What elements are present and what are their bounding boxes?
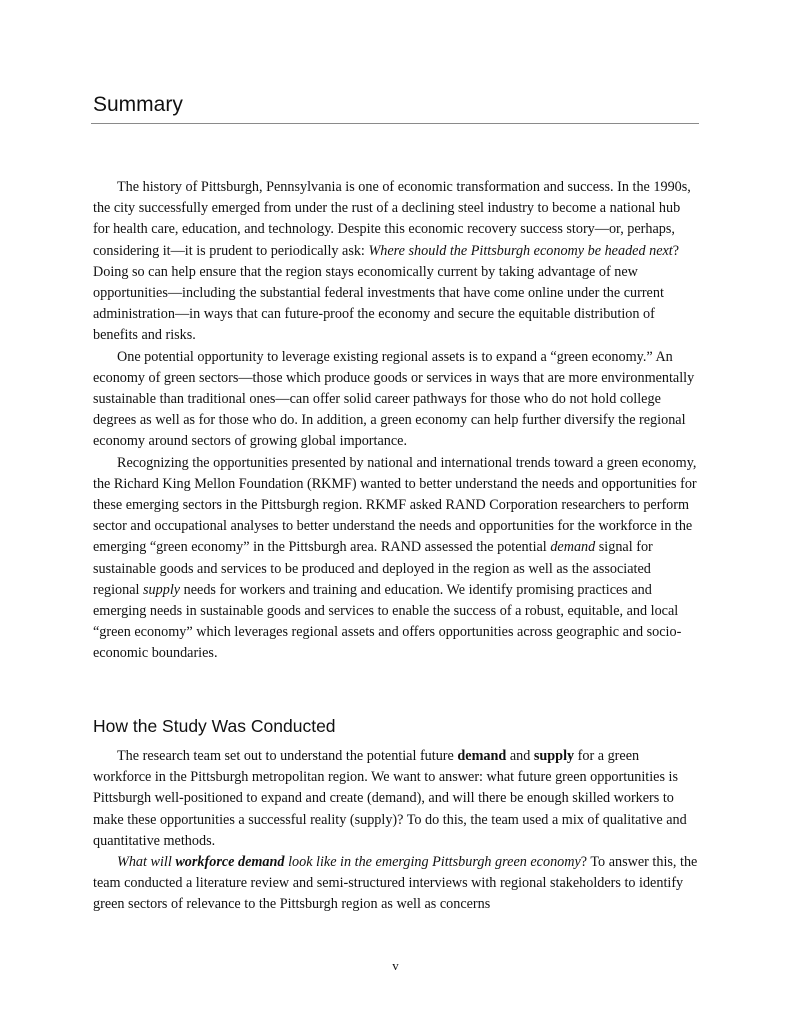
page-title: Summary: [93, 93, 183, 116]
summary-intro: [93, 177, 699, 665]
page-number: v: [392, 958, 399, 973]
study-section: [93, 746, 699, 916]
intro-paragraph-2: One potential opportunity to leverage existing regional assets is to expand a “green economy.” An economy of green sectors—those which produce goods or services in ways that are more environmentally sustainable than traditional ones—can offer solid career pathways for those who do not hold college degrees as well as for those who do. In addition, a green economy can help further diversify the regional economy around sectors of growing global importance.: [93, 348, 695, 450]
study-paragraph-1: The research team set out to understand the potential future demand and supply for a green workforce in the Pittsburgh metropolitan region. We want to answer: what future green opportunities is Pittsburgh well-positioned to expand and create (demand), and will there be enough skilled workers to make these opportunities a successful reality (supply)? To do this, the team used a mix of qualitative and quantitative methods.: [93, 748, 687, 849]
section-heading-study: How the Study Was Conducted: [93, 716, 336, 736]
study-paragraph-2: What will workforce demand look like in the emerging Pittsburgh green economy? To answer this, the team conducted a literature review and semi-structured interviews with regional stakeholders to identify green sectors of relevance to the Pittsburgh region as well as concerns: [93, 854, 698, 913]
intro-paragraph-1: The history of Pittsburgh, Pennsylvania is one of economic transformation and success. In the 1990s, the city successfully emerged from under the rust of a declining steel industry to become a national hub for health care, education, and technology. Despite this economic recovery success story—or, perhaps, considering it—it is prudent to periodically ask: Where should the Pittsburgh economy be headed next? Doing so can help ensure that the region stays economically current by taking advantage of new opportunities—including the substantial federal investments that have come online under the current administration—in ways that can future-proof the economy and secure the equitable distribution of benefits and risks.: [93, 179, 691, 344]
title-divider: [91, 123, 699, 124]
intro-question: Where should the Pittsburgh economy be headed next: [368, 242, 673, 259]
intro-paragraph-3: Recognizing the opportunities presented by national and international trends toward a green economy, the Richard King Mellon Foundation (RKMF) wanted to better understand the needs and opportunities for these emerging sectors in the Pittsburgh region. RKMF asked RAND Corporation researchers to perform sector and occupational analyses to better understand the needs and opportunities for the workforce in the emerging “green economy” in the Pittsburgh area. RAND assessed the potential demand signal for sustainable goods and services to be produced and deployed in the region as well as the associated regional supply needs for workers and training and education. We identify promising practices and emerging needs in sustainable goods and services to enable the success of a robust, equitable, and local “green economy” which leverages regional assets and offers opportunities across geographic and socio-economic boundaries.: [93, 454, 697, 662]
